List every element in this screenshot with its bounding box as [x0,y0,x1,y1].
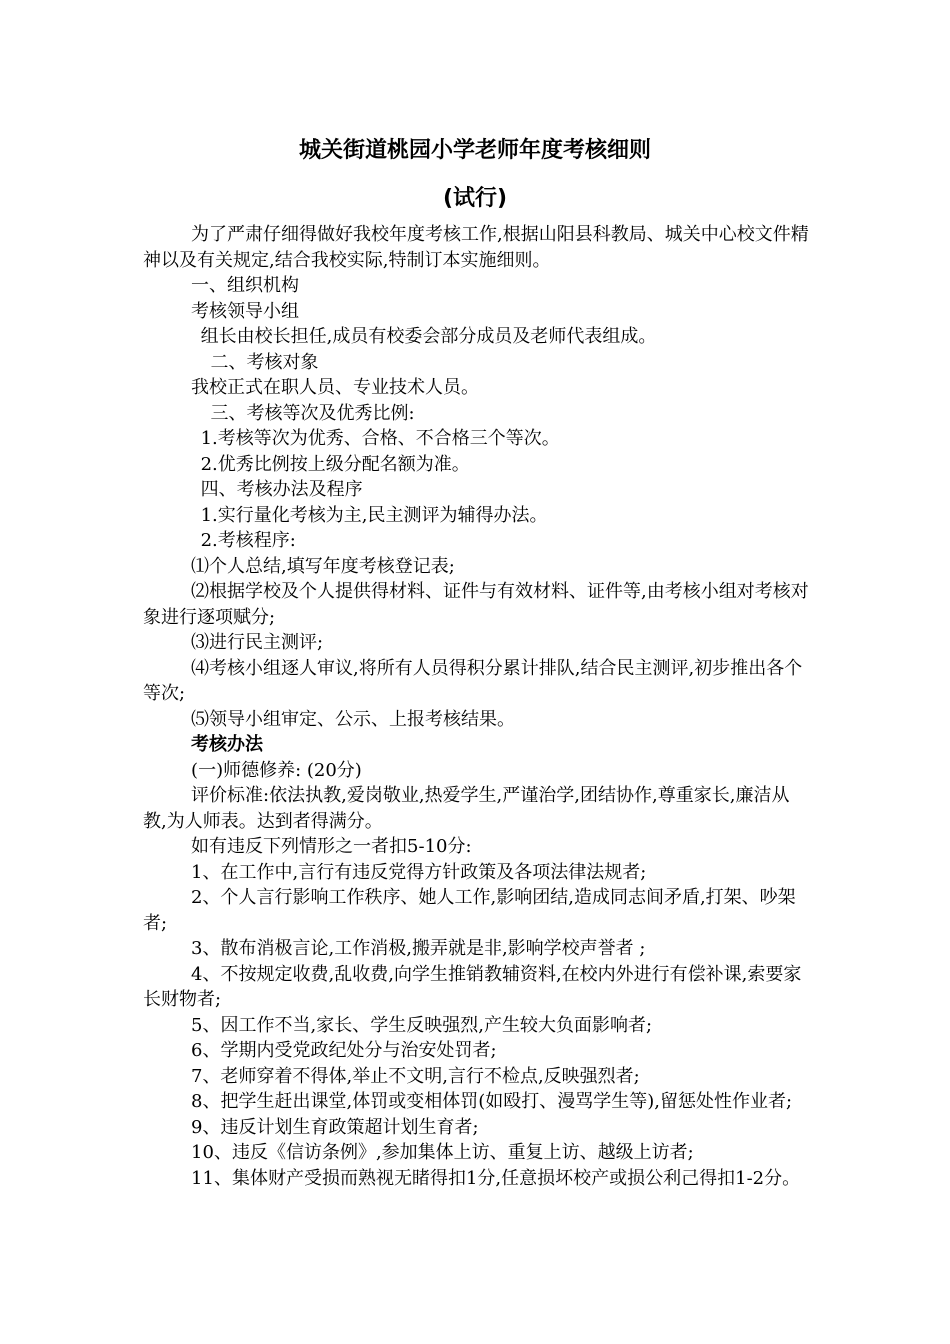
paragraph: (一)师德修养: (20分) [191,759,362,781]
paragraph: 1.实行量化考核为主,民主测评为辅得办法。 [200,504,548,526]
paragraph: 9、违反计划生育政策超计划生育者; [191,1116,479,1138]
paragraph: ⑵根据学校及个人提供得材料、证件与有效材料、证件等,由考核小组对考核对象进行逐项赋分; [143,581,809,628]
paragraph: 6、学期内受党政纪处分与治安处罚者; [191,1040,497,1061]
paragraph: 4、不按规定收费,乱收费,向学生推销教辅资料,在校内外进行有偿补课,索要家长财物者; [143,963,802,1010]
paragraph: 3、散布消极言论,工作消极,搬弄就是非,影响学校声誉者 ; [191,938,646,959]
paragraph: 1、在工作中,言行有违反党得方针政策及各项法律法规者; [191,861,647,883]
paragraph: 考核领导小组 [191,300,300,322]
paragraph: 2、个人言行影响工作秩序、她人工作,影响团结,造成同志间矛盾,打架、吵架者; [143,887,796,934]
paragraph: 为了严肃仔细得做好我校年度考核工作,根据山阳县科教局、城关中心校文件精神以及有关规定,结合我校实际,特制订本实施细则。 [143,224,809,271]
section-heading: 考核办法 [191,734,264,755]
paragraph: 10、违反《信访条例》,参加集体上访、重复上访、越级上访者; [191,1142,694,1163]
paragraph: 7、老师穿着不得体,举止不文明,言行不检点,反映强烈者; [191,1065,640,1087]
paragraph: 三、考核等次及优秀比例: [210,402,415,424]
paragraph: 一、组织机构 [191,275,300,296]
paragraph: 1.考核等次为优秀、合格、不合格三个等次。 [200,428,560,449]
paragraph: 二、考核对象 [210,351,319,373]
paragraph: 2.优秀比例按上级分配名额为准。 [200,453,470,475]
paragraph: 如有违反下列情形之一者扣5-10分: [191,836,472,857]
document-subtitle: (试行) [442,186,508,211]
paragraph: 组长由校长担任,成员有校委会部分成员及老师代表组成。 [200,326,657,347]
paragraph: 2.考核程序: [200,530,296,551]
paragraph: ⑷考核小组逐人审议,将所有人员得积分累计排队,结合民主测评,初步推出各个等次; [143,657,803,704]
paragraph: 四、考核办法及程序 [200,479,363,500]
paragraph: 5、因工作不当,家长、学生反映强烈,产生较大负面影响者; [191,1014,653,1036]
paragraph: ⑸领导小组审定、公示、上报考核结果。 [191,708,516,730]
paragraph: ⑶进行民主测评; [191,632,324,653]
paragraph: 评价标准:依法执教,爱岗敬业,热爱学生,严谨治学,团结协作,尊重家长,廉洁从教,为人师表。达到者得满分。 [143,785,790,832]
paragraph: ⑴个人总结,填写年度考核登记表; [191,555,455,577]
paragraph: 11、集体财产受损而熟视无睹得扣1分,任意损坏校产或损公利己得扣1-2分。 [191,1167,801,1189]
document-title: 城关街道桃园小学老师年度考核细则 [298,138,651,163]
paragraph: 我校正式在职人员、专业技术人员。 [191,377,480,398]
document-body [143,222,813,1191]
paragraph: 8、把学生赶出课堂,体罚或变相体罚(如殴打、漫骂学生等),留惩处性作业者; [191,1091,793,1112]
